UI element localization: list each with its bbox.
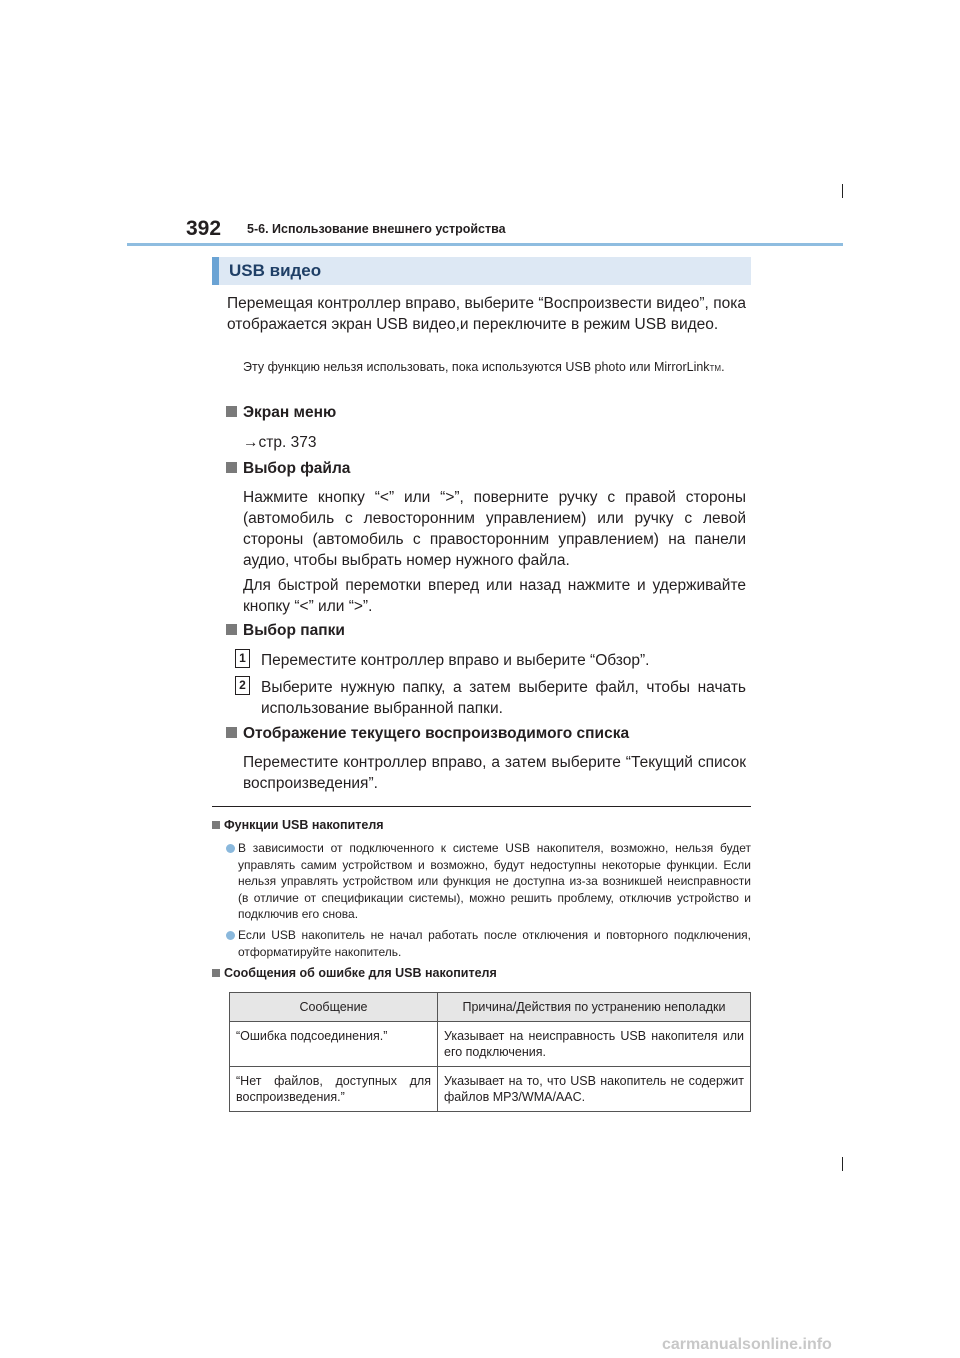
circle-bullet-icon — [226, 931, 235, 940]
page-number: 392 — [186, 217, 222, 240]
table-cell: “Ошибка подсоединения.” — [230, 1022, 438, 1067]
square-bullet-icon — [212, 821, 220, 829]
step-2-text: Выберите нужную папку, а затем выберите файл, чтобы начать использование выбранной папки. — [261, 679, 746, 717]
square-bullet-icon — [226, 727, 237, 738]
watermark: carmanualsonline.info — [662, 1336, 832, 1353]
intro-paragraph: Перемещая контроллер вправо, выберите “Воспроизвести видео”, пока отображается экран USB видео,и переключите в режим USB видео. — [227, 295, 746, 333]
subsection-folder-select: Выбор папки — [226, 622, 345, 640]
square-bullet-icon — [212, 969, 220, 977]
table-header-row — [230, 993, 751, 1022]
usb-note-bullet-1: В зависимости от подключенного к системе USB накопителя, возможно, нельзя будет управлять самим устройством и возможно, будут недоступны некоторые функции. Если нельзя управлять устройством или функция не доступна из-за возникшей неисправности (в отличие от спецификации системы), можно решить проблему, отключив устройство и подключив его снова. — [226, 840, 751, 923]
usage-note: Эту функцию нельзя использовать, пока используются USB photo или MirrorLinkTM. — [243, 360, 725, 374]
subsection-file-select: Выбор файла — [226, 460, 350, 478]
section-title: USB видео — [229, 261, 322, 280]
circle-bullet-icon — [226, 844, 235, 853]
subsection-menu-screen: Экран меню — [226, 404, 336, 422]
usb-note-bullet-2: Если USB накопитель не начал работать после отключения и повторного подключения, отформатируйте накопитель. — [226, 927, 751, 960]
column-header: Причина/Действия по устранению неполадки — [438, 993, 751, 1022]
square-bullet-icon — [226, 624, 237, 635]
fast-forward-text: Для быстрой перемотки вперед или назад нажмите и удерживайте кнопку “<” или “>”. — [243, 577, 746, 615]
crop-mark-bottom — [842, 1157, 843, 1171]
section-heading — [212, 257, 751, 285]
usb-functions-heading: Функции USB накопителя — [212, 818, 384, 832]
subsection-playlist: Отображение текущего воспроизводимого списка — [226, 725, 629, 743]
table-cell: “Нет файлов, доступных для воспроизведения.” — [230, 1067, 438, 1112]
square-bullet-icon — [226, 462, 237, 473]
menu-screen-ref: →стр. 373 — [243, 434, 317, 451]
table-row — [230, 1067, 751, 1112]
square-bullet-icon — [226, 406, 237, 417]
table-cell: Указывает на неисправность USB накопителя или его подключения. — [438, 1022, 751, 1067]
notes-divider — [212, 806, 751, 807]
running-title: 5-6. Использование внешнего устройства — [247, 222, 506, 236]
step-1-text: Переместите контроллер вправо и выберите “Обзор”. — [261, 652, 650, 669]
playlist-text: Переместите контроллер вправо, а затем выберите “Текущий список воспроизведения”. — [243, 754, 746, 792]
table-cell: Указывает на то, что USB накопитель не содержит файлов MP3/WMA/AAC. — [438, 1067, 751, 1112]
step-number-2: 2 — [235, 676, 250, 695]
file-select-text: Нажмите кнопку “<” или “>”, поверните ручку с правой стороны (автомобиль с левосторонним управлением) или ручку с левой стороны (автомобиль с правосторонним управлением) на панели аудио, чтобы выбрать номер нужного файла. — [243, 489, 746, 569]
crop-mark-top — [842, 184, 843, 198]
error-table — [229, 992, 751, 1112]
step-number-1: 1 — [235, 649, 250, 668]
header-rule — [127, 243, 843, 246]
table-row — [230, 1022, 751, 1067]
error-messages-heading: Сообщения об ошибке для USB накопителя — [212, 966, 497, 980]
column-header: Сообщение — [230, 993, 438, 1022]
